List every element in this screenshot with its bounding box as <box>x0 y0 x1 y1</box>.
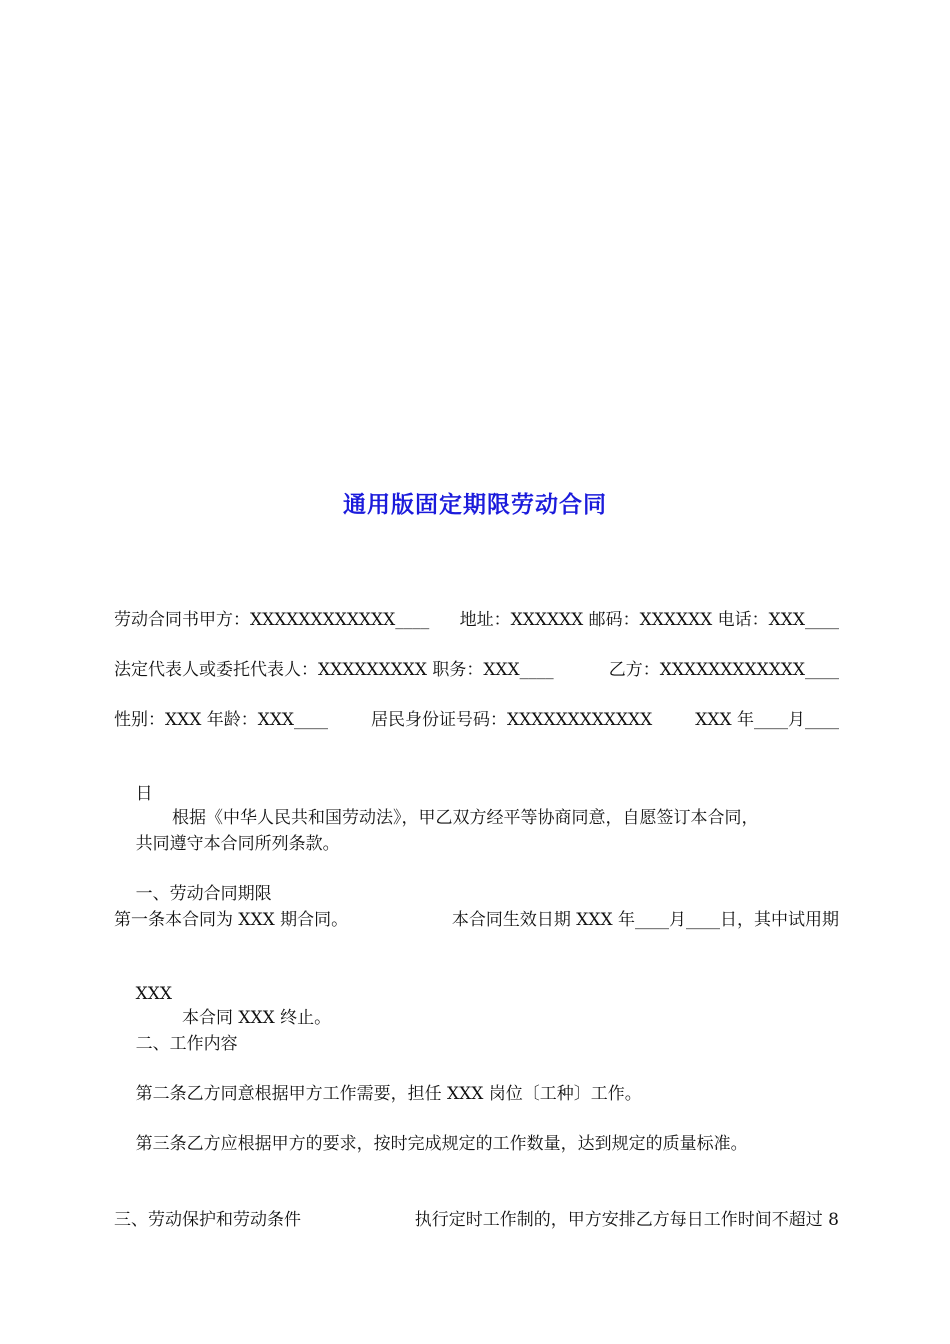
gender-age: 性别：XXX 年龄：XXX____ <box>114 710 329 730</box>
article-3-text: 第三条乙方应根据甲方的要求，按时完成规定的工作数量，达到规定的质量标准。 <box>135 1134 748 1154</box>
party-a-contact: 地址：XXXXXX 邮码：XXXXXX 电话：XXX____ <box>459 610 839 630</box>
personal-info-line <box>114 708 839 732</box>
document-title: 通用版固定期限劳动合同 <box>343 491 607 518</box>
preamble-text: 根据《中华人民共和国劳动法》，甲乙双方经平等协商同意，自愿签订本合同， <box>172 808 759 828</box>
article-1-line <box>114 908 839 932</box>
date-field: XXX 年____月____ <box>695 710 839 730</box>
article-1-dates: 本合同生效日期 XXX 年____月____日，其中试用期 <box>451 910 839 930</box>
section-3-line <box>114 1208 839 1232</box>
probation-value: XXX <box>135 984 172 1004</box>
working-hours-text: 执行定时工作制的，甲方安排乙方每日工作时间不超过 8 <box>414 1210 839 1230</box>
id-number: 居民身份证号码：XXXXXXXXXXXX <box>371 710 653 730</box>
representative-line <box>114 658 839 682</box>
section-heading: 二、工作内容 <box>135 1034 238 1054</box>
article-2-text: 第二条乙方同意根据甲方工作需要，担任 XXX 岗位〔工种〕工作。 <box>135 1084 642 1104</box>
party-a-name: 劳动合同书甲方：XXXXXXXXXXXX____ <box>114 610 430 630</box>
termination-text: 本合同 XXX 终止。 <box>182 1008 332 1028</box>
article-3-line <box>114 1108 748 1180</box>
preamble-end: 共同遵守本合同所列条款。 <box>135 834 340 854</box>
section-heading: 一、劳动合同期限 <box>135 884 272 904</box>
day-label: 日 <box>135 784 153 804</box>
party-b-name: 乙方：XXXXXXXXXXXX____ <box>608 660 839 680</box>
section-3-heading: 三、劳动保护和劳动条件 <box>114 1210 301 1230</box>
article-1-term: 第一条本合同为 XXX 期合同。 <box>114 910 349 930</box>
representative-info: 法定代表人或委托代表人：XXXXXXXXX 职务：XXX____ <box>114 660 554 680</box>
party-a-line <box>114 608 839 632</box>
